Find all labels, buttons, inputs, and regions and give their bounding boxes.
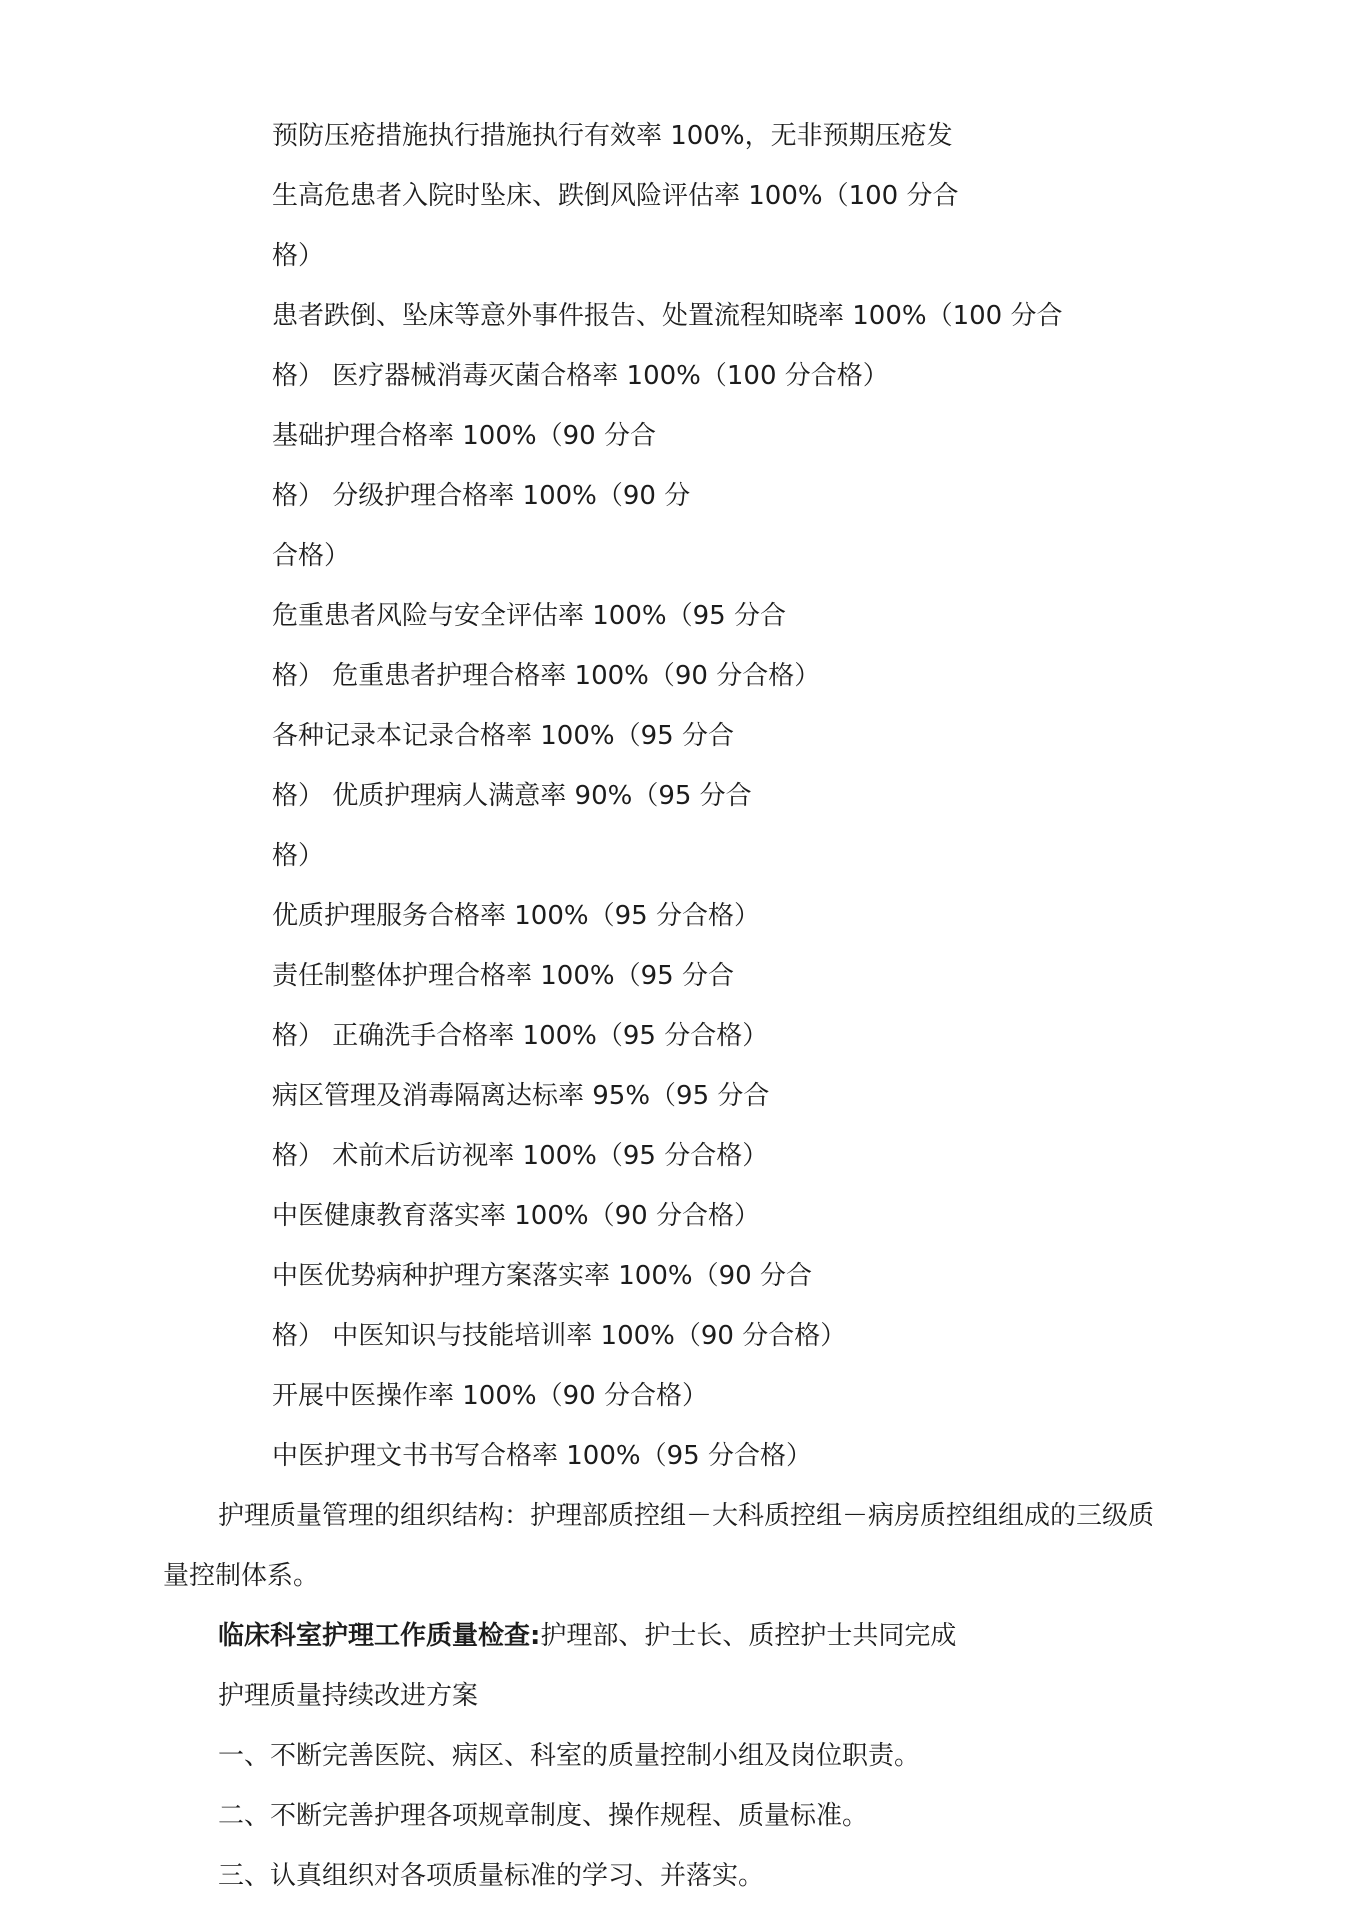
standard-line: 各种记录本记录合格率 100%（95 分合 (272, 721, 734, 751)
improvement-item: 一、不断完善医院、病区、科室的质量控制小组及岗位职责。 (218, 1741, 921, 1771)
standard-line: 格） 危重患者护理合格率 100%（90 分合格） (272, 661, 821, 691)
standard-line: 优质护理服务合格率 100%（95 分合格） (272, 901, 760, 931)
standard-line: 格） (272, 841, 325, 871)
inspection-paragraph (218, 1618, 956, 1654)
standard-line: 格） 术前术后访视率 100%（95 分合格） (272, 1141, 769, 1171)
standard-line: 合格） (272, 541, 351, 571)
standard-line: 格） 正确洗手合格率 100%（95 分合格） (272, 1021, 769, 1051)
improvement-item: 三、认真组织对各项质量标准的学习、并落实。 (218, 1861, 765, 1891)
standard-line: 格） (272, 241, 325, 271)
standard-line: 中医优势病种护理方案落实率 100%（90 分合 (272, 1261, 812, 1291)
standard-line: 中医护理文书书写合格率 100%（95 分合格） (272, 1441, 812, 1471)
standard-line: 预防压疮措施执行措施执行有效率 100%，无非预期压疮发 (272, 121, 953, 151)
standard-line: 危重患者风险与安全评估率 100%（95 分合 (272, 601, 786, 631)
inspection-label: 临床科室护理工作质量检查: (218, 1621, 541, 1651)
standard-line: 责任制整体护理合格率 100%（95 分合 (272, 961, 734, 991)
standard-line: 患者跌倒、坠床等意外事件报告、处置流程知晓率 100%（100 分合 (272, 301, 1063, 331)
inspection-text: 护理部、护士长、质控护士共同完成 (540, 1621, 957, 1651)
improvement-item: 二、不断完善护理各项规章制度、操作规程、质量标准。 (218, 1801, 869, 1831)
standard-line: 格） 中医知识与技能培训率 100%（90 分合格） (272, 1321, 847, 1351)
standard-line: 开展中医操作率 100%（90 分合格） (272, 1381, 708, 1411)
standard-line: 病区管理及消毒隔离达标率 95%（95 分合 (272, 1081, 770, 1111)
standard-line: 中医健康教育落实率 100%（90 分合格） (272, 1201, 760, 1231)
standard-line: 格） 分级护理合格率 100%（90 分 (272, 481, 691, 511)
standard-line: 生高危患者入院时坠床、跌倒风险评估率 100%（100 分合 (272, 181, 959, 211)
org-structure-line-2: 量控制体系。 (163, 1561, 320, 1591)
standard-line: 基础护理合格率 100%（90 分合 (272, 421, 656, 451)
improvement-title: 护理质量持续改进方案 (218, 1681, 479, 1711)
org-structure-line-1: 护理质量管理的组织结构：护理部质控组－大科质控组－病房质控组组成的三级质 (218, 1501, 1155, 1531)
standard-line: 格） 优质护理病人满意率 90%（95 分合 (272, 781, 752, 811)
standard-line: 格） 医疗器械消毒灭菌合格率 100%（100 分合格） (272, 361, 889, 391)
